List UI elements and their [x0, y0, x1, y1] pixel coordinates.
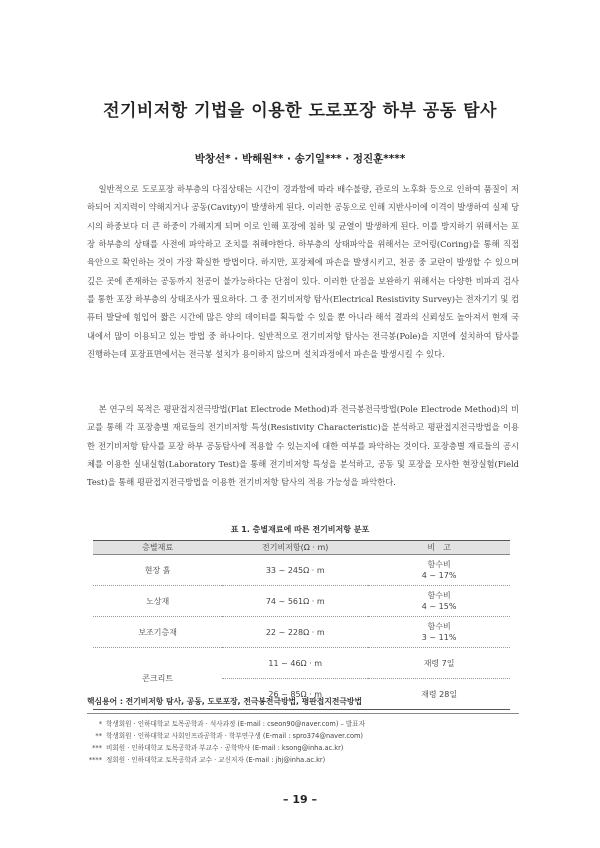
footnote: [78, 718, 518, 730]
footnote: [78, 742, 518, 754]
resistivity-cell: 22 ~ 228Ω · m: [222, 617, 368, 648]
material-cell: 현장 흙: [93, 555, 222, 586]
resistivity-table: [93, 540, 510, 710]
material-cell: 보조기층재: [93, 617, 222, 648]
footnote-text: 정회원 · 인하대학교 토목공학과 교수 · 교신저자 (E-mail : jhj@inha.ac.kr): [106, 756, 326, 764]
paper-title: 전기비저항 기법을 이용한 도로포장 하부 공동 탐사: [103, 101, 497, 121]
table-row: [93, 586, 510, 617]
note-line: 함수비: [427, 560, 451, 569]
footnote-text: 학생회원 · 인하대학교 사회인프라공학과 · 학부연구생 (E-mail : spro374@naver.com): [106, 732, 363, 740]
material-cell: 노상재: [93, 586, 222, 617]
note-cell: 재령 7일: [368, 648, 510, 679]
material-cell: 콘크리트: [93, 648, 222, 710]
table-header-row: [93, 541, 510, 555]
author-list: 박창선* · 박해원** · 송기일*** · 정진훈****: [194, 153, 406, 165]
footnote: [78, 730, 518, 742]
note-line: 4 ~ 15%: [421, 602, 457, 611]
page-number: – 19 –: [283, 793, 317, 806]
table-header-cell: 비 고: [368, 541, 510, 555]
resistivity-cell: 26 ~ 85Ω · m: [222, 679, 368, 710]
note-cell: [368, 555, 510, 586]
resistivity-cell: 11 ~ 46Ω · m: [222, 648, 368, 679]
resistivity-cell: 33 ~ 245Ω · m: [222, 555, 368, 586]
footnote-text: 학생회원 · 인하대학교 토목공학과 · 석사과정 (E-mail : cseon90@naver.com) – 발표자: [106, 720, 366, 728]
paragraph-text: 본 연구의 목적은 평판접지전극방법(Flat Electrode Method)과 전극봉전극방법(Pole Electrode Method)의 비교를 통해 각 포장층별 재료들의 전기비저항 특성(Resistivity Characteristic)을 분석하고 평판접지전극방법을 이용한 전기비저항 탐사를 포장 하부 공동탐사에 적용할 수 있는지에 대한 여부를 파악하는 것이다. 포장층별 재료들의 공시체를 이용한 실내실험(Laboratory Test)을 통해 전기비저항 특성을 분석하고, 공동 및 포장을 모사한 현장실험(Field Test)을 통해 평판접지전극방법을 이용한 전기비저항 탐사의 적용 가능성을 파악한다.: [87, 404, 519, 488]
note-line: 함수비: [427, 591, 451, 600]
footnotes: [78, 718, 518, 766]
note-cell: 재령 28일: [368, 679, 510, 710]
footnote-text: 비회원 · 인하대학교 토목공학과 부교수 · 공학박사 (E-mail : ksong@inha.ac.kr): [106, 744, 344, 752]
footnote-divider: [87, 713, 519, 714]
footnote-mark: *: [98, 720, 102, 728]
table-header-cell: 전기비저항(Ω · m): [222, 541, 368, 555]
note-line: 4 ~ 17%: [421, 571, 457, 580]
note-line: 3 ~ 11%: [421, 633, 457, 642]
note-cell: [368, 586, 510, 617]
table-caption: 표 1. 층별재료에 따른 전기비저항 분포: [230, 525, 370, 534]
abstract-paragraph-1: [87, 180, 519, 363]
footnote-mark: ***: [92, 744, 102, 752]
note-line: 함수비: [427, 622, 451, 631]
footnote: [78, 754, 518, 766]
resistivity-cell: 74 ~ 561Ω · m: [222, 586, 368, 617]
table-row: [93, 617, 510, 648]
table-header-cell: 층별재료: [93, 541, 222, 555]
footnote-mark: ****: [88, 756, 102, 764]
table-row: [93, 555, 510, 586]
note-cell: [368, 617, 510, 648]
footnote-mark: **: [95, 732, 102, 740]
paragraph-text: 일반적으로 도로포장 하부층의 다짐상태는 시간이 경과함에 따라 배수불량, 관로의 노후화 등으로 인하여 품질이 저하되어 지지력이 약해지거나 공동(Cavity)이 발생하게 된다. 이러한 공동으로 인해 지반사이에 이격이 발생하여 실제 당시의 하중보다 더 큰 하중이 가해지게 되며 이로 인해 포장에 침하 및 균열이 발생하게 된다. 이를 방지하기 위해서는 포장 하부층의 상태를 사전에 파악하고 조치를 취해야한다. 하부층의 상태파악을 위해서는 코어링(Coring)을 통해 직접 육안으로 확인하는 것이 가장 확실한 방법이다. 하지만, 포장체에 파손을 발생시키고, 천공 중 교란이 발생할 수 있으며 깊은 곳에 존재하는 공동까지 천공이 불가능하다는 단점이 있다. 이러한 단점을 보완하기 위해서는 다양한 비파괴 검사를 통한 포장 하부층의 상태조사가 필요하다. 그 중 전기비저항 탐사(Electrical Resistivity Survey)는 전자기기 및 컴퓨터 발달에 힘입어 짧은 시간에 많은 양의 데이터를 획득할 수 있을 뿐 아니라 해석 결과의 신뢰성도 높아져서 현재 국내에서 많이 이용되고 있는 방법 중 하나이다. 일반적으로 전기비저항 탐사는 전극봉(Pole)을 지면에 설치하여 탐사를 진행하는데 포장표면에서는 전극봉 설치가 용이하지 않으며 설치과정에서 파손을 발생시킬 수 있다.: [87, 184, 519, 360]
table-row: [93, 648, 510, 679]
abstract-paragraph-2: [87, 400, 519, 492]
keywords: 핵심용어 : 전기비저항 탐사, 공동, 도로포장, 전극봉전극방법, 평판접지전극방법: [87, 697, 362, 706]
